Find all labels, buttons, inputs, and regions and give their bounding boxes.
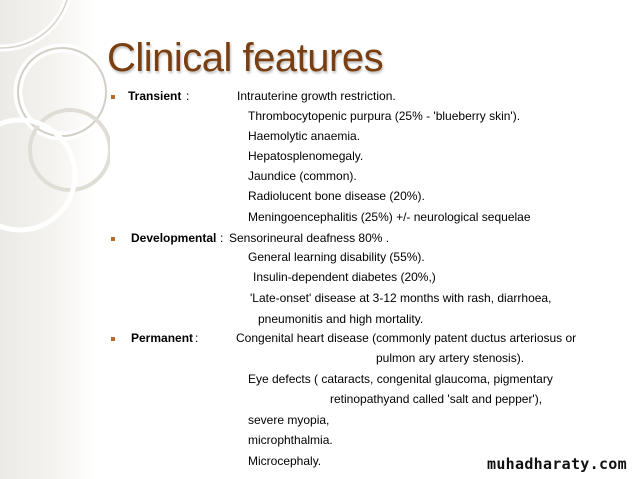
list-item: microphthalmia.: [248, 433, 333, 447]
list-item: retinopathyand called 'salt and pepper'),: [330, 392, 543, 406]
list-item: pulmon ary artery stenosis).: [376, 351, 525, 365]
section-heading-developmental: Developmental: [131, 231, 217, 245]
slide-title: Clinical features: [107, 36, 384, 80]
list-item: Insulin-dependent diabetes (20%,): [253, 270, 436, 284]
list-item: General learning disability (55%).: [248, 250, 425, 264]
decorative-circles: [0, 0, 110, 479]
list-item: Intrauterine growth restriction.: [237, 89, 396, 103]
list-item: pneumonitis and high mortality.: [258, 312, 424, 326]
bullet-marker: [111, 337, 115, 341]
list-item: Radiolucent bone disease (20%).: [248, 189, 425, 203]
heading-separator: :: [186, 89, 190, 103]
list-item: Microcephaly.: [248, 454, 322, 468]
list-item: severe myopia,: [248, 413, 330, 427]
list-item: Hepatosplenomegaly.: [248, 149, 364, 163]
list-item: Eye defects ( cataracts, congenital glaucoma, pigmentary: [248, 372, 553, 386]
heading-separator: :: [195, 331, 199, 345]
list-item: Sensorineural deafness 80% .: [229, 231, 390, 245]
list-item: Jaundice (common).: [248, 169, 357, 183]
bullet-marker: [111, 95, 115, 99]
heading-separator: :: [220, 231, 224, 245]
list-item: 'Late-onset' disease at 3-12 months with rash, diarrhoea,: [250, 291, 552, 305]
watermark-logo: muhadharaty.com: [487, 455, 627, 473]
list-item: Congenital heart disease (commonly patent ductus arteriosus or: [236, 331, 577, 345]
list-item: Haemolytic anaemia.: [248, 129, 361, 143]
bullet-marker: [111, 237, 115, 241]
section-heading-permanent: Permanent: [131, 331, 194, 345]
section-heading-transient: Transient: [128, 89, 182, 103]
list-item: Thrombocytopenic purpura (25% - 'blueberry skin').: [248, 109, 521, 123]
list-item: Meningoencephalitis (25%) +/- neurological sequelae: [248, 210, 531, 224]
